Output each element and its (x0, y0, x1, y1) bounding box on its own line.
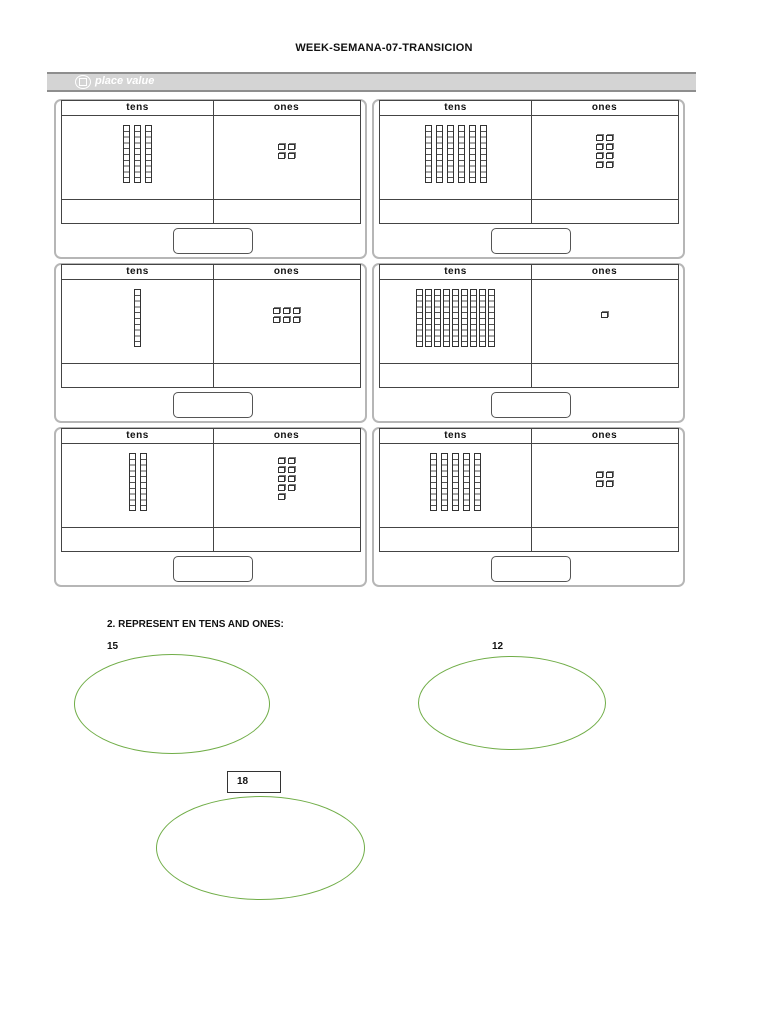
section-heading: 2. REPRESENT EN TENS AND ONES: (107, 619, 284, 630)
ones-cubes (596, 135, 613, 168)
ones-header: ones (591, 102, 618, 113)
ten-rod (474, 453, 481, 511)
ones-cubes (273, 308, 300, 323)
ten-rod (416, 289, 423, 347)
ten-rod (140, 453, 147, 511)
one-cube (288, 485, 295, 491)
tens-rods (425, 125, 487, 185)
tens-header: tens (126, 266, 149, 277)
answer-box[interactable] (491, 228, 571, 254)
place-value-card-3 (54, 263, 367, 423)
one-cube (288, 476, 295, 482)
ten-rod (436, 125, 443, 183)
one-cube (283, 308, 290, 314)
one-cube (278, 485, 285, 491)
tens-header: tens (444, 266, 467, 277)
place-value-chart (379, 100, 679, 224)
one-cube (288, 153, 295, 159)
one-cube (596, 481, 603, 487)
one-cube (596, 162, 603, 168)
one-cube (596, 472, 603, 478)
place-value-card-5 (54, 427, 367, 587)
ten-rod (441, 453, 448, 511)
place-value-icon (75, 75, 91, 89)
answer-box[interactable] (491, 556, 571, 582)
banner-label: place value (95, 75, 155, 87)
place-value-chart (379, 428, 679, 552)
ones-header: ones (591, 430, 618, 441)
number-box-18: 18 (227, 771, 281, 793)
tens-header: tens (126, 102, 149, 113)
drawing-circle-12[interactable] (418, 656, 606, 750)
drawing-circle-15[interactable] (74, 654, 270, 754)
one-cube (596, 135, 603, 141)
place-value-card-4 (372, 263, 685, 423)
one-cube (606, 144, 613, 150)
place-value-chart (379, 264, 679, 388)
answer-box[interactable] (173, 392, 253, 418)
one-cube (606, 135, 613, 141)
ten-rod (480, 125, 487, 183)
number-label-12: 12 (492, 641, 504, 652)
tens-rods (416, 289, 495, 349)
one-cube (278, 494, 285, 500)
tens-header: tens (444, 102, 467, 113)
one-cube (606, 472, 613, 478)
answer-box[interactable] (173, 228, 253, 254)
tens-rods (129, 453, 147, 513)
ten-rod (134, 289, 141, 347)
ten-rod (452, 289, 459, 347)
ten-rod (470, 289, 477, 347)
place-value-card-2 (372, 99, 685, 259)
tens-rods (134, 289, 141, 349)
one-cube (596, 144, 603, 150)
one-cube (288, 467, 295, 473)
drawing-circle-18[interactable] (156, 796, 365, 900)
one-cube (606, 162, 613, 168)
ones-header: ones (273, 430, 300, 441)
ten-rod (145, 125, 152, 183)
tens-rods (123, 125, 152, 185)
one-cube (278, 153, 285, 159)
one-cube (278, 467, 285, 473)
ten-rod (479, 289, 486, 347)
one-cube (288, 458, 295, 464)
answer-box[interactable] (173, 556, 253, 582)
ten-rod (452, 453, 459, 511)
ten-rod (488, 289, 495, 347)
place-value-chart (61, 428, 361, 552)
tens-rods (430, 453, 481, 513)
one-cube (273, 308, 280, 314)
one-cube (278, 476, 285, 482)
ten-rod (461, 289, 468, 347)
one-cube (293, 308, 300, 314)
ten-rod (443, 289, 450, 347)
one-cube (596, 153, 603, 159)
ones-header: ones (273, 102, 300, 113)
one-cube (293, 317, 300, 323)
tens-header: tens (126, 430, 149, 441)
ten-rod (425, 125, 432, 183)
place-value-chart (61, 264, 361, 388)
number-label-15: 15 (107, 641, 119, 652)
ten-rod (425, 289, 432, 347)
ones-cubes (278, 458, 295, 500)
document-title: WEEK-SEMANA-07-TRANSICION (295, 42, 473, 54)
place-value-banner (47, 72, 696, 92)
one-cube (278, 458, 285, 464)
place-value-card-6 (372, 427, 685, 587)
one-cube (601, 312, 608, 318)
place-value-card-1 (54, 99, 367, 259)
one-cube (288, 144, 295, 150)
place-value-chart (61, 100, 361, 224)
ten-rod (129, 453, 136, 511)
ten-rod (430, 453, 437, 511)
ones-header: ones (273, 266, 300, 277)
tens-header: tens (444, 430, 467, 441)
ten-rod (469, 125, 476, 183)
answer-box[interactable] (491, 392, 571, 418)
ones-cubes (278, 144, 295, 159)
one-cube (283, 317, 290, 323)
one-cube (273, 317, 280, 323)
ten-rod (447, 125, 454, 183)
one-cube (606, 153, 613, 159)
ten-rod (458, 125, 465, 183)
ten-rod (134, 125, 141, 183)
ten-rod (463, 453, 470, 511)
ones-cubes (596, 472, 613, 487)
one-cube (278, 144, 285, 150)
one-cube (606, 481, 613, 487)
ten-rod (434, 289, 441, 347)
ones-cubes (601, 312, 608, 318)
ten-rod (123, 125, 130, 183)
ones-header: ones (591, 266, 618, 277)
